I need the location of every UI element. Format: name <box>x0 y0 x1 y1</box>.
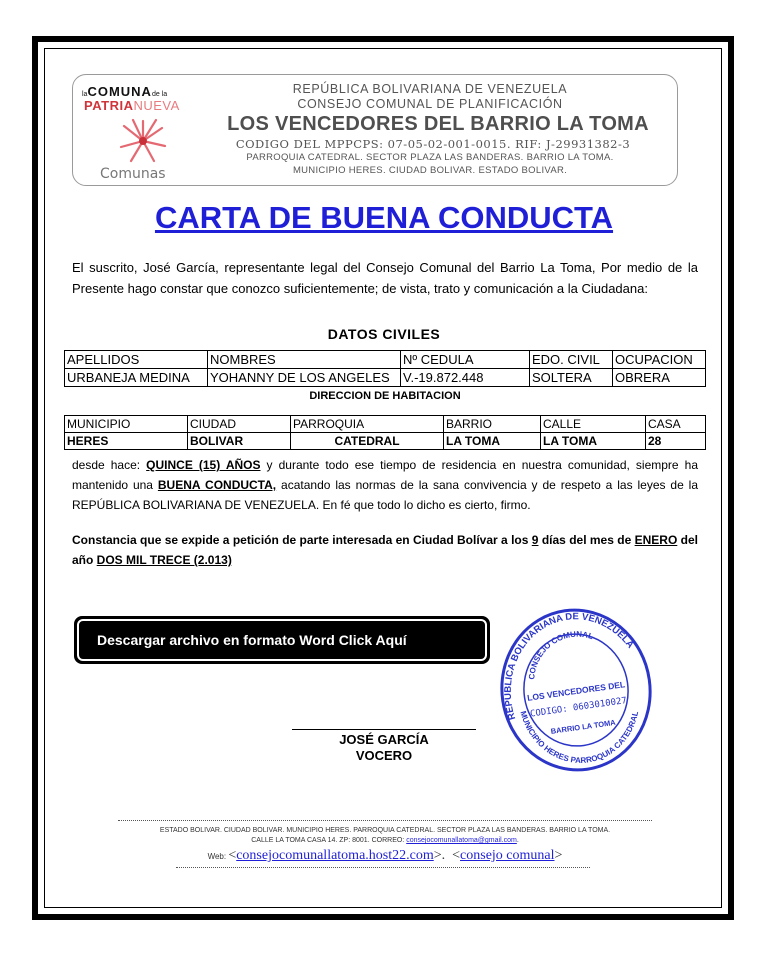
table-header-cell: CIUDAD <box>188 416 291 433</box>
table-cell: LA TOMA <box>444 433 541 450</box>
table-header-cell: APELLIDOS <box>65 351 208 369</box>
intro-paragraph: El suscrito, José García, representante legal del Consejo Comunal del Barrio La Toma, Por medio de la Presente hago constar que conozco suficientemente; de vista, trato y comunicación a la Ciudadana: <box>72 260 698 296</box>
footer-web-line: Web: <consejocomunallatoma.host22.com>. <consejo comunal> <box>207 848 563 863</box>
table-header-row <box>65 416 706 433</box>
table-cell: BOLIVAR <box>188 433 291 450</box>
stamp-line-codigo: CODIGO: 0603010027 <box>529 696 628 720</box>
signer-name: JOSÉ GARCÍA <box>339 732 429 747</box>
official-stamp <box>496 600 656 780</box>
stamp-line-vencedores: LOS VENCEDORES DEL <box>526 679 626 703</box>
table-header-cell: BARRIO <box>444 416 541 433</box>
footer-address-line: ESTADO BOLIVAR. CIUDAD BOLIVAR. MUNICIPIO HERES. PARROQUIA CATEDRAL. SECTOR PLAZA LAS BANDERAS. BARRIO LA TOMA. <box>159 827 611 834</box>
table-cell: LA TOMA <box>541 433 646 450</box>
table-row <box>65 369 706 387</box>
footer-consejo-link[interactable]: consejo comunal <box>460 848 555 863</box>
table-header-cell: Nº CEDULA <box>401 351 530 369</box>
conduct-paragraph: desde hace: QUINCE (15) AÑOS y durante todo ese tiempo de residencia en nuestra comunidad, siempre ha mantenido una BUENA CONDUCTA, acatando las normas de la sana convivencia y de respeto a las leyes de la REPÚBLICA BOLIVARIANA DE VENEZUELA. En fé que todo lo dicho es cierto, firmo. <box>72 458 699 512</box>
download-word-label[interactable]: Descargar archivo en formato Word Click Aquí <box>77 619 487 661</box>
footer-divider-top <box>118 820 652 821</box>
footer-contact-line: CALLE LA TOMA CASA 14. ZP: 8001. CORREO: consejocomunallatoma@gmail.com. <box>251 837 519 844</box>
document-title: CARTA DE BUENA CONDUCTA <box>154 200 614 235</box>
address-table <box>64 415 706 450</box>
header-line-codigo: CODIGO DEL MPPCPS: 07-05-02-001-0015. RIF: J-29931382-3 <box>235 137 631 151</box>
table-header-cell: PARROQUIA <box>291 416 444 433</box>
stamp-bottom-text: MUNICIPIO HERES PARROQUIA CATEDRAL <box>518 709 641 765</box>
table-cell: URBANEJA MEDINA <box>65 369 208 387</box>
signature-line <box>292 729 476 730</box>
stamp-outer-text: REPUBLICA BOLIVARIANA DE VENEZUELA <box>502 611 636 722</box>
table-cell: CATEDRAL <box>291 433 444 450</box>
header-line-consejo: CONSEJO COMUNAL DE PLANIFICACIÓN <box>297 97 563 111</box>
stamp-line-barrio: BARRIO LA TOMA <box>550 717 617 736</box>
header-line-municipio: MUNICIPIO HERES. CIUDAD BOLIVAR. ESTADO BOLIVAR. <box>292 165 568 176</box>
table-header-cell: CALLE <box>541 416 646 433</box>
download-word-button[interactable] <box>74 616 490 664</box>
table-header-cell: MUNICIPIO <box>65 416 188 433</box>
table-cell: 28 <box>646 433 706 450</box>
signer-role: VOCERO <box>355 748 413 763</box>
footer-divider-bottom <box>176 867 590 868</box>
table-row <box>65 433 706 450</box>
table-cell: SOLTERA <box>530 369 613 387</box>
header-line-vencedores: LOS VENCEDORES DEL BARRIO LA TOMA <box>227 113 649 135</box>
footer-web-link[interactable]: consejocomunallatoma.host22.com <box>236 848 434 863</box>
star-burst-icon <box>118 118 168 164</box>
civil-data-table <box>64 350 706 387</box>
logo-comunas-text: Comunas <box>100 166 166 182</box>
table-cell: V.-19.872.448 <box>401 369 530 387</box>
table-header-cell: CASA <box>646 416 706 433</box>
constancia-paragraph: Constancia que se expide a petición de parte interesada en Ciudad Bolívar a los 9 días del mes de ENERO del año DOS MIL TRECE (2.013) <box>72 533 699 567</box>
direccion-heading: DIRECCION DE HABITACION <box>309 390 461 402</box>
logo-title: laCOMUNAde la <box>82 84 168 99</box>
table-header-row <box>65 351 706 369</box>
header-line-republica: REPÚBLICA BOLIVARIANA DE VENEZUELA <box>292 82 568 96</box>
stamp-inner-text: CONSEJO COMUNAL <box>527 629 595 680</box>
table-cell: OBRERA <box>613 369 706 387</box>
table-header-cell: OCUPACION <box>613 351 706 369</box>
header-line-parroquia: PARROQUIA CATEDRAL. SECTOR PLAZA LAS BANDERAS. BARRIO LA TOMA. <box>246 152 614 163</box>
signature-block <box>292 732 476 764</box>
datos-civiles-heading: DATOS CIVILES <box>327 326 441 342</box>
logo-subtitle: PATRIANUEVA <box>84 98 180 113</box>
table-header-cell: NOMBRES <box>208 351 401 369</box>
table-cell: HERES <box>65 433 188 450</box>
footer-email-link[interactable]: consejocomunallatoma@gmail.com <box>406 837 517 844</box>
table-header-cell: EDO. CIVIL <box>530 351 613 369</box>
table-cell: YOHANNY DE LOS ANGELES <box>208 369 401 387</box>
